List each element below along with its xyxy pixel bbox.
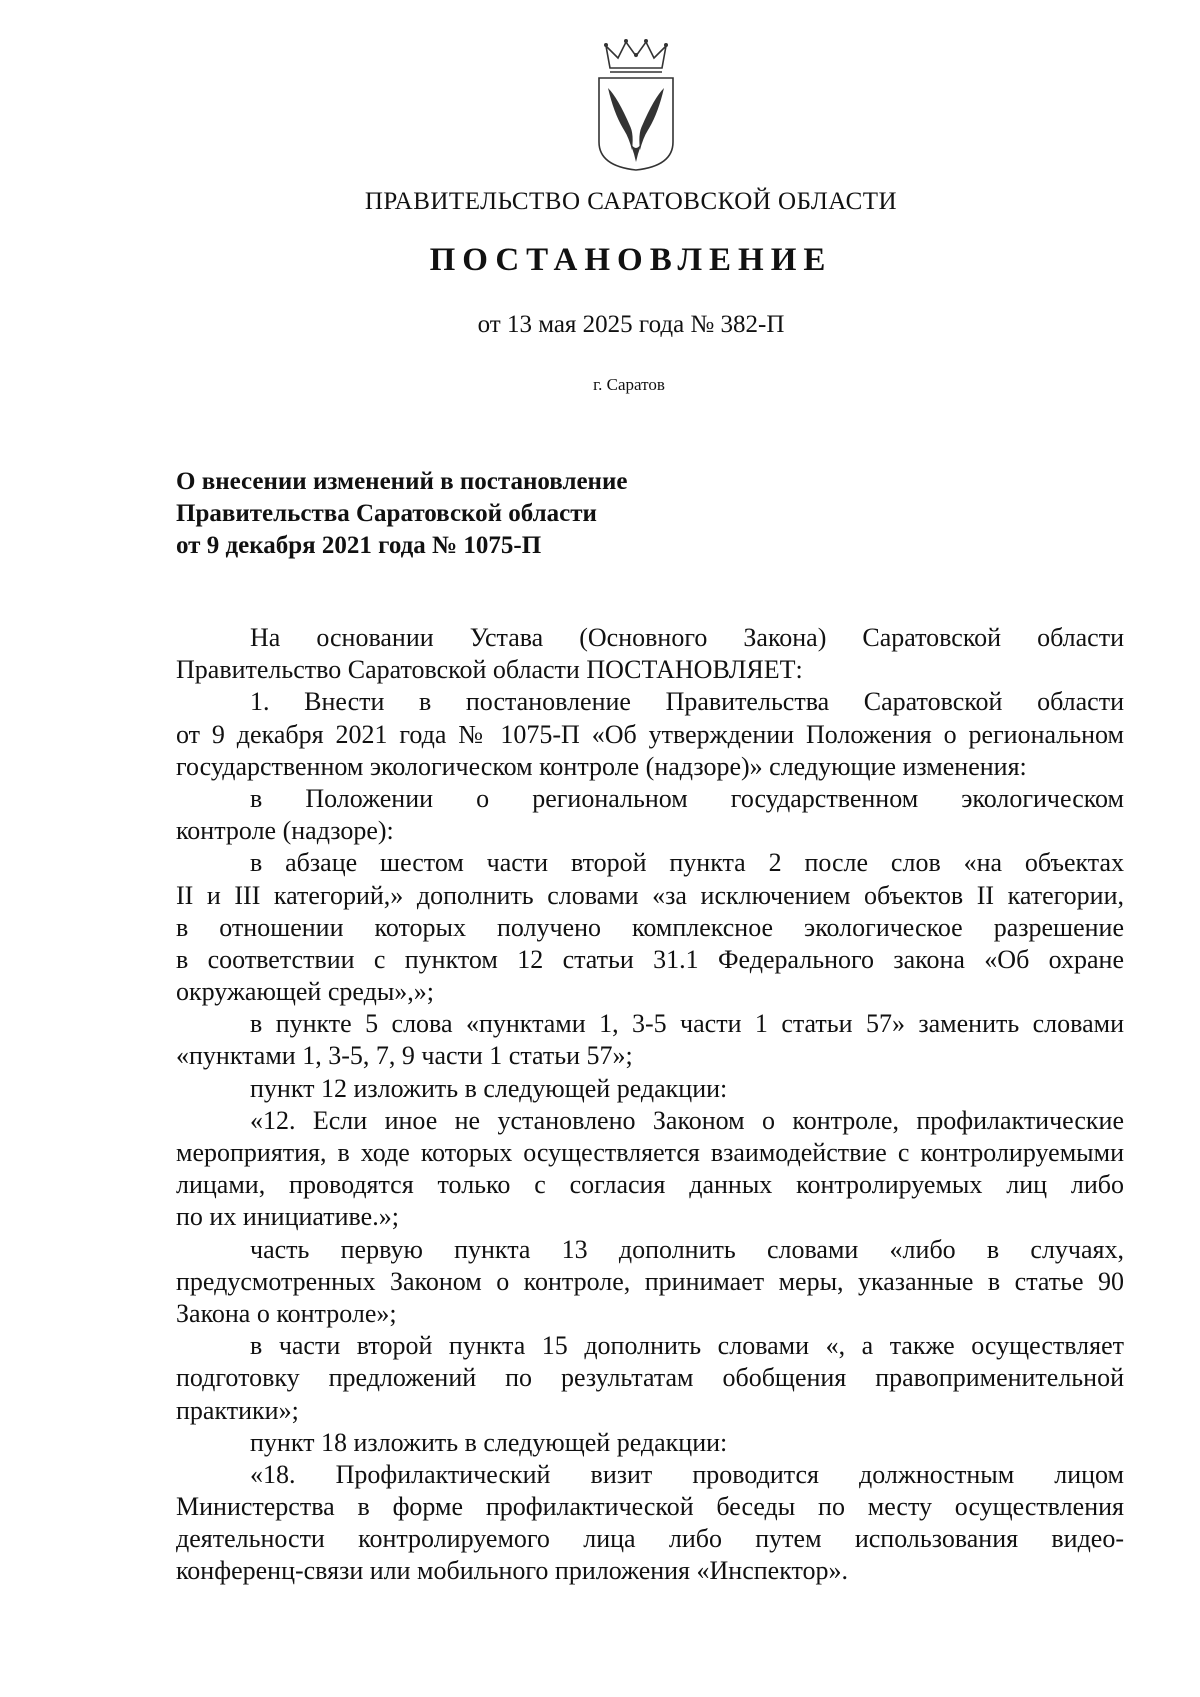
- body-line: предусмотренных Законом о контроле, принимает меры, указанные в статье 90: [176, 1266, 1124, 1296]
- subject-line: О внесении изменений в постановление: [176, 468, 628, 495]
- body-line: пункт 12 изложить в следующей редакции:: [250, 1073, 728, 1103]
- body-line: контроле (надзоре):: [176, 816, 394, 846]
- document-subject: [176, 466, 627, 562]
- subject-line: Правительства Саратовской области: [176, 500, 597, 527]
- body-line: «12. Если иное не установлено Законом о контроле, профилактические: [250, 1105, 1124, 1135]
- body-line: в пункте 5 слова «пунктами 1, 3-5 части 1 статьи 57» заменить словами: [250, 1009, 1124, 1039]
- body-line: пункт 18 изложить в следующей редакции:: [250, 1427, 728, 1457]
- body-line: На основании Устава (Основного Закона) Саратовской области: [250, 623, 1124, 652]
- body-line: подготовку предложений по результатам обобщения правоприменительной: [176, 1363, 1124, 1393]
- body-line: государственном экологическом контроле (надзоре)» следующие изменения:: [176, 751, 1027, 781]
- body-line: конференц-связи или мобильного приложения «Инспектор».: [176, 1556, 849, 1586]
- body-line: «пунктами 1, 3-5, 7, 9 части 1 статьи 57»;: [176, 1041, 633, 1071]
- body-line: часть первую пункта 13 дополнить словами «либо в случаях,: [250, 1234, 1124, 1264]
- body-line: II и III категорий,» дополнить словами «за исключением объектов II категории,: [176, 880, 1124, 910]
- document-body: [176, 622, 1124, 1588]
- body-line: в Положении о региональном государственном экологическом: [250, 783, 1124, 813]
- body-line: по их инициативе.»;: [176, 1202, 399, 1232]
- government-name: ПРАВИТЕЛЬСТВО САРАТОВСКОЙ ОБЛАСТИ: [364, 188, 898, 215]
- body-line: в соответствии с пунктом 12 статьи 31.1 Федерального закона «Об охране: [176, 944, 1124, 974]
- document-city: г. Саратов: [593, 375, 665, 394]
- body-line: «18. Профилактический визит проводится должностным лицом: [250, 1459, 1124, 1489]
- body-line: окружающей среды»,»;: [176, 977, 435, 1007]
- body-line: в отношении которых получено комплексное экологическое разрешение: [176, 912, 1124, 942]
- body-line: деятельности контролируемого лица либо путем использования видео-: [176, 1524, 1124, 1554]
- body-line: Правительство Саратовской области ПОСТАНОВЛЯЕТ:: [176, 655, 803, 685]
- body-line: Министерства в форме профилактической беседы по месту осуществления: [176, 1492, 1124, 1522]
- body-line: практики»;: [176, 1395, 299, 1425]
- subject-line: от 9 декабря 2021 года № 1075-П: [176, 532, 542, 559]
- body-line: лицами, проводятся только с согласия данных контролируемых лиц либо: [176, 1170, 1124, 1200]
- saratov-coat-of-arms-icon: [596, 38, 676, 172]
- body-line: мероприятия, в ходе которых осуществляется взаимодействие с контролируемыми: [176, 1138, 1124, 1167]
- document-date-number: от 13 мая 2025 года № 382-П: [477, 311, 785, 338]
- body-line: в части второй пункта 15 дополнить словами «, а также осуществляет: [250, 1331, 1124, 1361]
- body-line: от 9 декабря 2021 года № 1075-П «Об утверждении Положения о региональном: [176, 719, 1124, 749]
- body-line: Закона о контроле»;: [176, 1298, 397, 1328]
- document-type-title: ПОСТАНОВЛЕНИЕ: [429, 242, 833, 278]
- body-line: в абзаце шестом части второй пункта 2 после слов «на объектах: [250, 848, 1124, 878]
- body-line: 1. Внести в постановление Правительства Саратовской области: [250, 687, 1124, 717]
